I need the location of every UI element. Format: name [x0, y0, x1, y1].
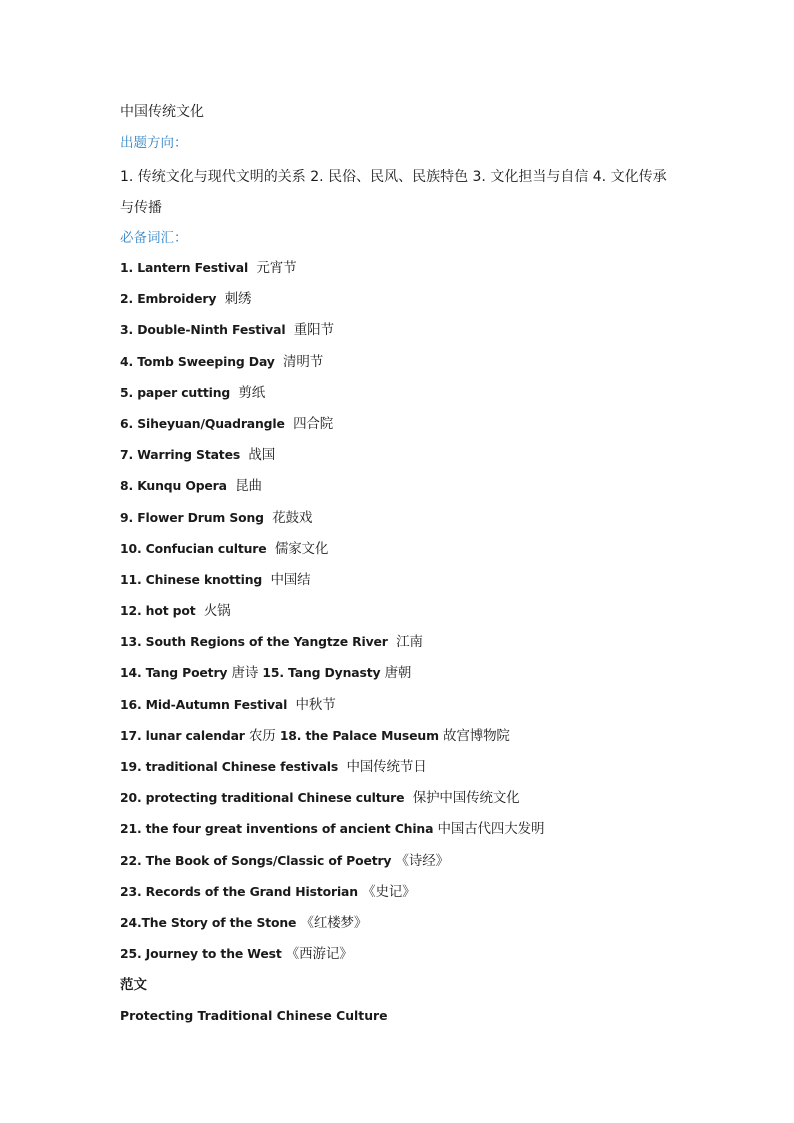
vocab-en: 20. protecting traditional Chinese culture	[120, 790, 405, 806]
document-content	[120, 100, 690, 1036]
vocab-en: 11. Chinese knotting	[120, 571, 263, 587]
vocab-en: 18. the Palace Museum	[279, 727, 439, 743]
directions-text: 1. 传统文化与现代文明的关系 2. 民俗、民风、民族特色 3. 文化担当与自信 4. 文化传承与传播	[120, 169, 667, 216]
sample-heading: 范文	[120, 977, 147, 994]
vocab-item	[120, 850, 690, 881]
vocab-zh: 中秋节	[295, 696, 336, 713]
vocab-zh: 火锅	[203, 603, 231, 620]
vocab-zh: 《史记》	[362, 883, 416, 900]
vocab-zh: 元宵节	[256, 260, 297, 276]
vocab-en: 23. Records of the Grand Historian	[120, 883, 358, 899]
sample-title: Protecting Traditional Chinese Culture	[120, 1008, 388, 1024]
vocab-en: 6. Siheyuan/Quadrangle	[120, 415, 285, 431]
vocab-item	[120, 912, 690, 943]
vocab-item	[120, 881, 690, 912]
vocab-zh: 农历	[248, 727, 276, 744]
vocab-zh: 《西游记》	[285, 946, 353, 963]
document-title: 中国传统文化	[120, 104, 204, 120]
direction-heading: 出题方向：	[120, 135, 188, 151]
vocab-zh: 重阳节	[293, 322, 334, 339]
vocab-en: 25. Journey to the West	[120, 946, 282, 962]
vocab-item	[120, 382, 690, 413]
vocab-en: 13. South Regions of the Yangtze River	[120, 634, 388, 650]
vocab-item	[120, 662, 690, 693]
vocab-en: 22. The Book of Songs/Classic of Poetry	[120, 852, 392, 868]
vocab-zh: 中国古代四大发明	[437, 821, 545, 838]
vocab-en: 24.The Story of the Stone	[120, 914, 297, 930]
vocab-heading: 必备词汇：	[120, 230, 188, 246]
vocab-zh: 昆曲	[235, 478, 262, 495]
vocab-en: 10. Confucian culture	[120, 540, 267, 556]
vocab-zh: 清明节	[283, 353, 324, 370]
vocab-item	[120, 787, 690, 818]
vocab-zh: 儒家文化	[274, 540, 329, 557]
vocab-en: 8. Kunqu Opera	[120, 478, 227, 494]
vocab-item	[120, 444, 690, 475]
vocab-item	[120, 538, 690, 569]
vocab-zh: 江南	[396, 634, 423, 651]
vocab-item	[120, 600, 690, 631]
vocab-item	[120, 319, 690, 350]
vocab-en: 3. Double-Ninth Festival	[120, 322, 286, 338]
vocab-item	[120, 507, 690, 538]
vocab-zh: 唐诗	[231, 665, 259, 682]
vocab-en: 12. hot pot	[120, 603, 196, 619]
vocab-en: 21. the four great inventions of ancient China	[120, 821, 434, 837]
vocab-en: 14. Tang Poetry	[120, 665, 228, 681]
vocab-en: 4. Tomb Sweeping Day	[120, 353, 275, 369]
vocab-en: 19. traditional Chinese festivals	[120, 759, 339, 774]
vocab-item	[120, 725, 690, 756]
vocab-item	[120, 818, 690, 849]
vocab-item	[120, 694, 690, 725]
vocab-en: 16. Mid-Autumn Festival	[120, 696, 288, 712]
vocab-zh: 保护中国传统文化	[412, 790, 520, 807]
vocab-en: 2. Embroidery	[120, 291, 217, 307]
vocab-zh: 刺绣	[224, 291, 252, 308]
vocab-zh: 花鼓戏	[272, 509, 313, 526]
vocab-item	[120, 631, 690, 662]
vocab-en: 1. Lantern Festival	[120, 260, 249, 275]
vocab-en: 15. Tang Dynasty	[262, 665, 381, 681]
vocab-item	[120, 756, 690, 787]
vocab-item	[120, 257, 690, 288]
vocab-zh: 中国传统节日	[346, 759, 427, 775]
vocab-en: 17. lunar calendar	[120, 727, 245, 743]
vocab-zh: 战国	[248, 447, 276, 464]
vocab-en: 5. paper cutting	[120, 384, 231, 400]
vocab-item	[120, 475, 690, 506]
vocab-item	[120, 943, 690, 974]
vocab-zh: 中国结	[270, 571, 311, 588]
vocab-zh: 《红楼梦》	[300, 914, 368, 931]
vocab-item	[120, 351, 690, 382]
vocab-zh: 故宫博物院	[443, 727, 510, 744]
vocab-zh: 四合院	[293, 415, 334, 432]
vocab-list	[120, 257, 690, 974]
vocab-item	[120, 413, 690, 444]
vocab-item	[120, 288, 690, 319]
vocab-zh: 唐朝	[384, 665, 412, 682]
vocab-zh: 《诗经》	[395, 852, 449, 869]
vocab-item	[120, 569, 690, 600]
vocab-en: 9. Flower Drum Song	[120, 509, 264, 525]
vocab-en: 7. Warring States	[120, 447, 241, 463]
vocab-zh: 剪纸	[238, 384, 266, 401]
